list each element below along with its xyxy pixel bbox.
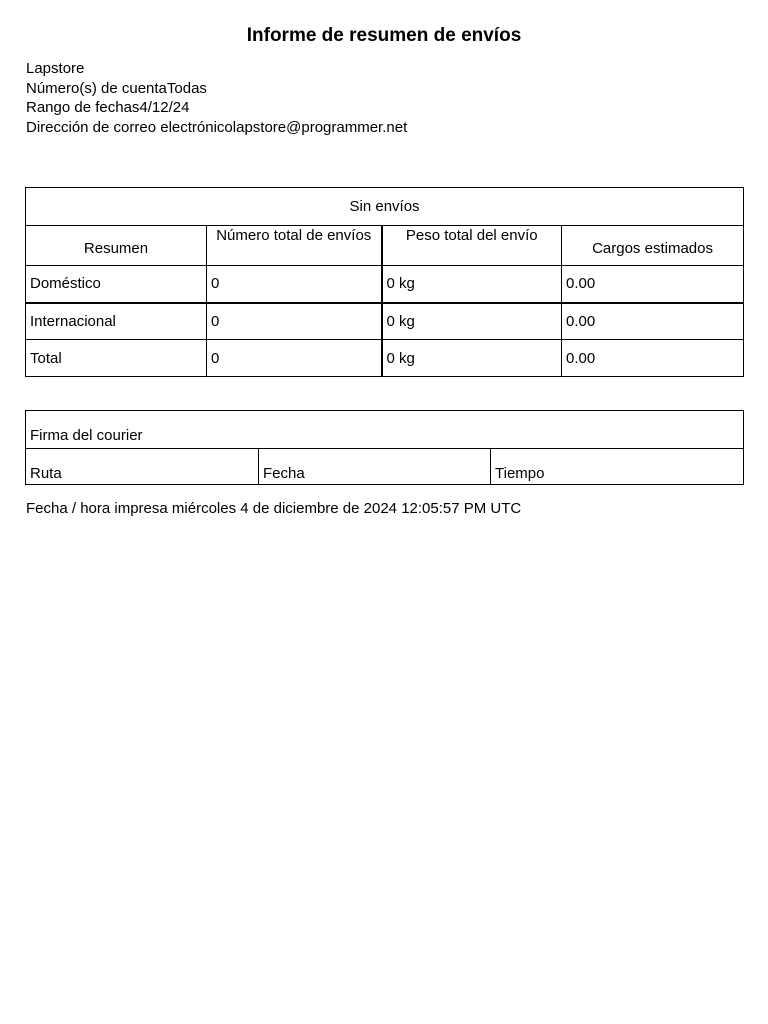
table-cell: Doméstico (26, 266, 207, 303)
report-title: Informe de resumen de envíos (246, 25, 522, 46)
accounts-value: Todas (166, 79, 207, 97)
store-name: Lapstore (26, 60, 85, 77)
printed-timestamp: Fecha / hora impresa miércoles 4 de diciembre de 2024 12:05:57 PM UTC (26, 500, 522, 517)
accounts-line (26, 79, 407, 99)
email-value: lapstore@programmer.net (232, 118, 408, 136)
email-line (26, 118, 407, 138)
date-range-line (26, 98, 407, 118)
table-cell: 0 kg (382, 340, 562, 377)
table-cell: 0 (207, 266, 382, 303)
email-label: Dirección de correo electrónico (26, 118, 233, 136)
column-header-summary: Resumen (26, 226, 207, 266)
column-header-total-shipments: Número total de envíos (207, 226, 382, 266)
shipment-summary-table (25, 187, 744, 377)
table-cell: 0 kg (382, 303, 562, 340)
summary-caption-row (26, 188, 744, 226)
column-header-total-weight: Peso total del envío (382, 226, 562, 266)
courier-caption-row (26, 411, 744, 449)
table-cell: 0.00 (562, 303, 744, 340)
table-row-international (26, 303, 744, 340)
table-cell: 0 (207, 340, 382, 377)
column-header-estimated-charges: Cargos estimados (562, 226, 744, 266)
table-cell: Total (26, 340, 207, 377)
table-cell: 0 kg (382, 266, 562, 303)
courier-signature-label: Firma del courier (26, 411, 744, 449)
table-row-domestic (26, 266, 744, 303)
report-info (26, 59, 407, 137)
table-cell: 0.00 (562, 340, 744, 377)
time-field: Tiempo (491, 449, 744, 485)
accounts-label: Número(s) de cuenta (26, 79, 167, 97)
route-field: Ruta (26, 449, 259, 485)
date-range-label: Rango de fechas (26, 99, 140, 116)
table-cell: Internacional (26, 303, 207, 340)
table-cell: 0 (207, 303, 382, 340)
courier-signature-table (25, 410, 744, 485)
table-cell: 0.00 (562, 266, 744, 303)
summary-caption: Sin envíos (26, 188, 744, 226)
courier-fields-row (26, 449, 744, 485)
table-row-total (26, 340, 744, 377)
date-range-value: 4/12/24 (139, 99, 190, 116)
date-field: Fecha (259, 449, 491, 485)
summary-header-row (26, 226, 744, 266)
